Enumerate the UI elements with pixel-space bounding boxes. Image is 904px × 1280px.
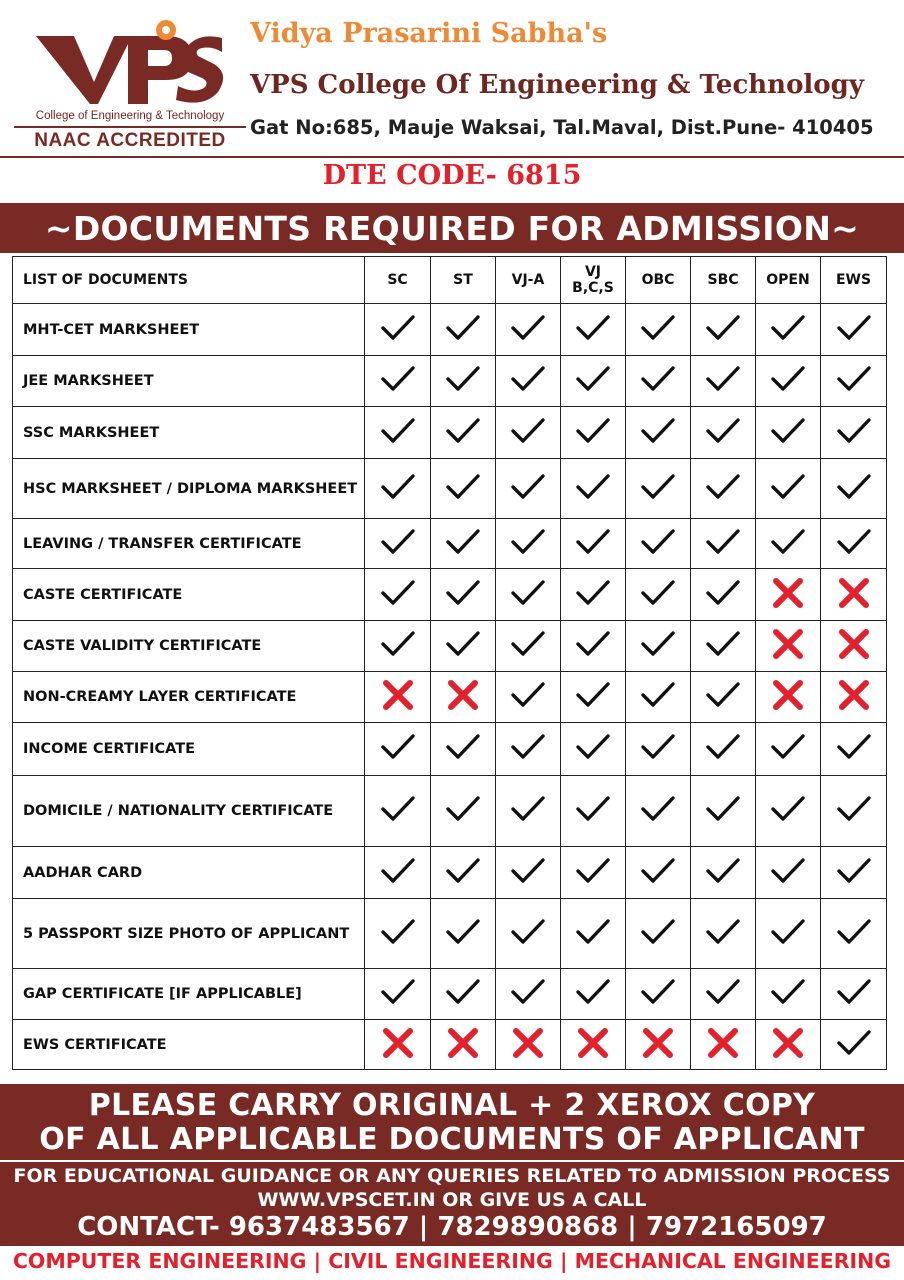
dte-code: DTE CODE- 6815: [322, 160, 582, 191]
column-header-category: VJ B,C,S: [561, 257, 626, 304]
required-check-icon: [561, 356, 626, 407]
table-header-row: [13, 257, 887, 304]
document-name: NON-CREAMY LAYER CERTIFICATE: [13, 672, 365, 723]
required-check-icon: [821, 847, 887, 899]
required-check-icon: [821, 407, 887, 459]
not-required-cross-icon: [431, 672, 496, 723]
required-check-icon: [365, 304, 431, 356]
required-check-icon: [496, 723, 561, 776]
required-check-icon: [431, 899, 496, 969]
table-row: [13, 847, 887, 899]
required-check-icon: [431, 621, 496, 672]
required-check-icon: [691, 304, 756, 356]
required-check-icon: [691, 407, 756, 459]
required-check-icon: [496, 776, 561, 847]
required-check-icon: [431, 304, 496, 356]
document-name: CASTE VALIDITY CERTIFICATE: [13, 621, 365, 672]
table-row: [13, 356, 887, 407]
required-check-icon: [691, 969, 756, 1020]
not-required-cross-icon: [756, 672, 821, 723]
not-required-cross-icon: [691, 1020, 756, 1070]
trust-name: Vidya Prasarini Sabha's: [250, 18, 608, 49]
required-check-icon: [496, 899, 561, 969]
document-name: INCOME CERTIFICATE: [13, 723, 365, 776]
required-check-icon: [691, 356, 756, 407]
table-row: [13, 304, 887, 356]
website-text: WWW.VPSCET.IN OR GIVE US A CALL: [257, 1189, 647, 1211]
column-header-category: EWS: [821, 257, 887, 304]
required-check-icon: [561, 407, 626, 459]
table-row: [13, 407, 887, 459]
not-required-cross-icon: [756, 569, 821, 621]
required-check-icon: [561, 776, 626, 847]
not-required-cross-icon: [626, 1020, 691, 1070]
required-check-icon: [496, 621, 561, 672]
branches-list: COMPUTER ENGINEERING | CIVIL ENGINEERING | MECHANICAL ENGINEERING: [12, 1249, 892, 1273]
required-check-icon: [756, 356, 821, 407]
required-check-icon: [561, 672, 626, 723]
required-check-icon: [821, 723, 887, 776]
required-check-icon: [561, 969, 626, 1020]
required-check-icon: [561, 621, 626, 672]
required-check-icon: [365, 776, 431, 847]
required-check-icon: [496, 459, 561, 519]
document-name: GAP CERTIFICATE [IF APPLICABLE]: [13, 969, 365, 1020]
required-check-icon: [821, 899, 887, 969]
not-required-cross-icon: [365, 672, 431, 723]
required-check-icon: [365, 459, 431, 519]
required-check-icon: [691, 621, 756, 672]
required-check-icon: [626, 569, 691, 621]
required-check-icon: [626, 459, 691, 519]
not-required-cross-icon: [821, 621, 887, 672]
required-check-icon: [821, 776, 887, 847]
required-check-icon: [365, 899, 431, 969]
required-check-icon: [756, 899, 821, 969]
required-check-icon: [365, 356, 431, 407]
required-check-icon: [691, 672, 756, 723]
not-required-cross-icon: [496, 1020, 561, 1070]
table-row: [13, 672, 887, 723]
required-check-icon: [626, 621, 691, 672]
required-check-icon: [626, 899, 691, 969]
required-check-icon: [821, 1020, 887, 1070]
required-check-icon: [626, 847, 691, 899]
guidance-text: FOR EDUCATIONAL GUIDANCE OR ANY QUERIES RELATED TO ADMISSION PROCESS: [13, 1165, 891, 1187]
required-check-icon: [821, 969, 887, 1020]
column-header-category: OPEN: [756, 257, 821, 304]
not-required-cross-icon: [561, 1020, 626, 1070]
required-check-icon: [756, 459, 821, 519]
college-address: Gat No:685, Mauje Waksai, Tal.Maval, Dist.Pune- 410405: [250, 116, 874, 139]
required-check-icon: [756, 304, 821, 356]
not-required-cross-icon: [756, 621, 821, 672]
required-check-icon: [496, 847, 561, 899]
required-check-icon: [496, 672, 561, 723]
not-required-cross-icon: [756, 1020, 821, 1070]
required-check-icon: [756, 407, 821, 459]
carry-documents-notice: [0, 1084, 904, 1160]
document-name: MHT-CET MARKSHEET: [13, 304, 365, 356]
logo-caption: College of Engineering & Technology: [35, 110, 225, 122]
document-name: 5 PASSPORT SIZE PHOTO OF APPLICANT: [13, 899, 365, 969]
required-check-icon: [496, 304, 561, 356]
required-check-icon: [496, 519, 561, 569]
table-row: [13, 519, 887, 569]
required-check-icon: [365, 407, 431, 459]
required-check-icon: [431, 723, 496, 776]
naac-accredited-label: NAAC ACCREDITED: [14, 126, 246, 152]
required-check-icon: [756, 776, 821, 847]
column-header-category: SC: [365, 257, 431, 304]
table-row: [13, 899, 887, 969]
required-check-icon: [431, 519, 496, 569]
required-check-icon: [431, 776, 496, 847]
required-check-icon: [496, 407, 561, 459]
required-check-icon: [561, 847, 626, 899]
required-check-icon: [561, 304, 626, 356]
required-check-icon: [431, 847, 496, 899]
required-check-icon: [756, 519, 821, 569]
college-logo: [10, 10, 250, 150]
document-name: HSC MARKSHEET / DIPLOMA MARKSHEET: [13, 459, 365, 519]
required-check-icon: [821, 356, 887, 407]
required-check-icon: [626, 519, 691, 569]
documents-table: [12, 256, 887, 1070]
required-check-icon: [756, 723, 821, 776]
required-check-icon: [496, 569, 561, 621]
required-check-icon: [691, 776, 756, 847]
column-header-category: VJ-A: [496, 257, 561, 304]
required-check-icon: [561, 569, 626, 621]
required-check-icon: [691, 723, 756, 776]
required-check-icon: [561, 723, 626, 776]
required-check-icon: [365, 519, 431, 569]
required-check-icon: [691, 519, 756, 569]
page-title: ~DOCUMENTS REQUIRED FOR ADMISSION~: [44, 208, 860, 248]
required-check-icon: [626, 723, 691, 776]
required-check-icon: [365, 621, 431, 672]
document-name: DOMICILE / NATIONALITY CERTIFICATE: [13, 776, 365, 847]
not-required-cross-icon: [821, 569, 887, 621]
required-check-icon: [626, 672, 691, 723]
required-check-icon: [561, 899, 626, 969]
table-row: [13, 621, 887, 672]
carry-line-2: OF ALL APPLICABLE DOCUMENTS OF APPLICANT: [39, 1122, 865, 1157]
table-row: [13, 776, 887, 847]
required-check-icon: [365, 569, 431, 621]
column-header-category: SBC: [691, 257, 756, 304]
not-required-cross-icon: [365, 1020, 431, 1070]
column-header-category: ST: [431, 257, 496, 304]
document-name: EWS CERTIFICATE: [13, 1020, 365, 1070]
table-body: [13, 304, 887, 1070]
vps-logo-icon: [36, 16, 226, 112]
title-banner: [0, 203, 904, 253]
column-header-category: OBC: [626, 257, 691, 304]
required-check-icon: [626, 969, 691, 1020]
document-name: AADHAR CARD: [13, 847, 365, 899]
required-check-icon: [821, 304, 887, 356]
required-check-icon: [691, 847, 756, 899]
required-check-icon: [431, 407, 496, 459]
required-check-icon: [626, 356, 691, 407]
required-check-icon: [691, 459, 756, 519]
required-check-icon: [821, 459, 887, 519]
required-check-icon: [756, 969, 821, 1020]
required-check-icon: [365, 969, 431, 1020]
required-check-icon: [691, 899, 756, 969]
column-header-documents: LIST OF DOCUMENTS: [13, 257, 365, 304]
required-check-icon: [626, 407, 691, 459]
document-name: SSC MARKSHEET: [13, 407, 365, 459]
header-divider: [0, 156, 904, 158]
required-check-icon: [365, 847, 431, 899]
college-name: VPS College Of Engineering & Technology: [250, 70, 864, 100]
required-check-icon: [561, 519, 626, 569]
table-row: [13, 459, 887, 519]
required-check-icon: [691, 569, 756, 621]
required-check-icon: [561, 459, 626, 519]
required-check-icon: [431, 969, 496, 1020]
carry-line-1: PLEASE CARRY ORIGINAL + 2 XEROX COPY: [88, 1088, 816, 1123]
not-required-cross-icon: [821, 672, 887, 723]
required-check-icon: [626, 776, 691, 847]
required-check-icon: [821, 519, 887, 569]
required-check-icon: [496, 969, 561, 1020]
required-check-icon: [431, 459, 496, 519]
contact-numbers: CONTACT- 9637483567 | 7829890868 | 7972165097: [77, 1212, 827, 1242]
required-check-icon: [431, 569, 496, 621]
required-check-icon: [626, 304, 691, 356]
table-row: [13, 1020, 887, 1070]
contact-panel: [0, 1162, 904, 1246]
table-row: [13, 569, 887, 621]
required-check-icon: [496, 356, 561, 407]
required-check-icon: [756, 847, 821, 899]
required-check-icon: [431, 356, 496, 407]
document-name: CASTE CERTIFICATE: [13, 569, 365, 621]
document-name: JEE MARKSHEET: [13, 356, 365, 407]
table-row: [13, 723, 887, 776]
not-required-cross-icon: [431, 1020, 496, 1070]
required-check-icon: [365, 723, 431, 776]
document-name: LEAVING / TRANSFER CERTIFICATE: [13, 519, 365, 569]
table-row: [13, 969, 887, 1020]
